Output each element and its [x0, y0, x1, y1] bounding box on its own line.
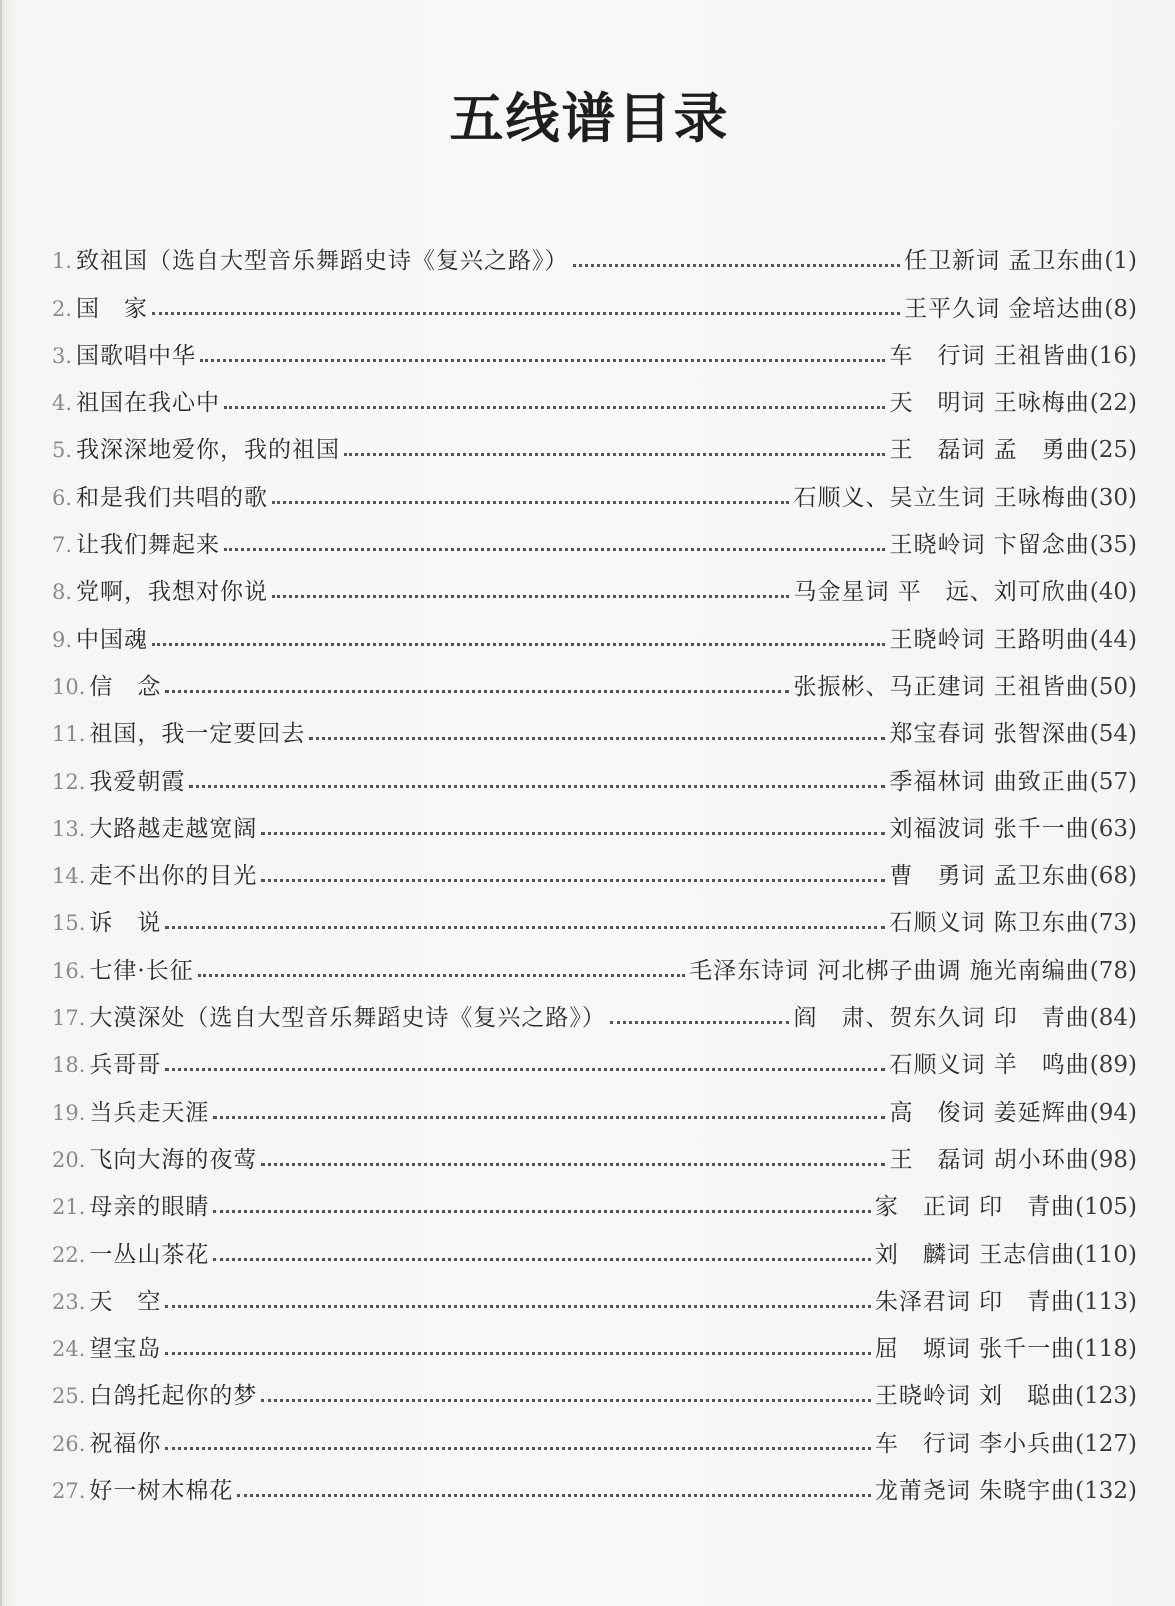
toc-entry — [52, 1127, 1137, 1174]
song-title: 大漠深处（选自大型音乐舞蹈史诗《复兴之路》） — [89, 1005, 606, 1032]
table-of-contents — [52, 228, 1137, 1505]
page-number: (16) — [1089, 342, 1137, 369]
toc-entry — [52, 370, 1137, 417]
song-title: 国 家 — [76, 295, 149, 322]
entry-number: 8. — [52, 580, 73, 605]
toc-entry — [52, 512, 1137, 559]
dot-leader — [344, 453, 885, 456]
song-credit: 石顺义词 陈卫东曲 — [889, 910, 1090, 937]
song-credit: 石顺义、吴立生词 王咏梅曲 — [793, 484, 1090, 511]
entry-number: 12. — [52, 769, 86, 794]
entry-number: 15. — [52, 911, 86, 936]
song-credit: 天 明词 王咏梅曲 — [889, 390, 1090, 417]
dot-leader — [165, 1305, 870, 1308]
entry-number: 14. — [52, 864, 86, 889]
entry-number: 26. — [52, 1431, 86, 1456]
page-number: (30) — [1089, 484, 1137, 511]
toc-entry — [52, 1363, 1137, 1410]
song-title: 飞向大海的夜莺 — [89, 1146, 258, 1173]
song-title: 一丛山茶花 — [89, 1241, 210, 1268]
dot-leader — [165, 1068, 885, 1071]
entry-number: 21. — [52, 1195, 86, 1220]
dot-leader — [189, 785, 885, 788]
song-title: 诉 说 — [89, 910, 162, 937]
entry-number: 25. — [52, 1384, 86, 1409]
toc-entry — [52, 464, 1137, 511]
toc-entry — [52, 228, 1137, 275]
song-title: 走不出你的目光 — [89, 863, 258, 890]
page-number: (113) — [1075, 1288, 1137, 1315]
entry-number: 22. — [52, 1242, 86, 1267]
song-credit: 王晓岭词 卞留念曲 — [889, 532, 1090, 559]
page-number: (50) — [1089, 673, 1137, 700]
song-title: 大路越走越宽阔 — [89, 815, 258, 842]
dot-leader — [610, 1021, 790, 1024]
toc-entry — [52, 1174, 1137, 1221]
dot-leader — [272, 501, 789, 504]
toc-entry — [52, 1316, 1137, 1363]
entry-number: 3. — [52, 343, 73, 368]
toc-entry — [52, 796, 1137, 843]
toc-entry — [52, 1410, 1137, 1457]
toc-entry — [52, 275, 1137, 322]
toc-entry — [52, 1269, 1137, 1316]
song-credit: 王 磊词 胡小环曲 — [889, 1146, 1090, 1173]
toc-entry — [52, 1032, 1137, 1079]
page-number: (8) — [1104, 295, 1137, 322]
song-credit: 刘福波词 张千一曲 — [889, 815, 1090, 842]
song-credit: 王晓岭词 王路明曲 — [889, 626, 1090, 653]
toc-entry — [52, 985, 1137, 1032]
song-credit: 王平久词 金培达曲 — [904, 295, 1105, 322]
entry-number: 18. — [52, 1053, 86, 1078]
song-title: 祖国在我心中 — [76, 390, 221, 417]
song-title: 我爱朝霞 — [89, 768, 186, 795]
entry-number: 16. — [52, 958, 86, 983]
dot-leader — [272, 595, 789, 598]
dot-leader — [261, 879, 885, 882]
entry-number: 10. — [52, 674, 86, 699]
toc-entry — [52, 701, 1137, 748]
entry-number: 20. — [52, 1147, 86, 1172]
page-number: (132) — [1075, 1478, 1137, 1505]
page-number: (68) — [1089, 863, 1137, 890]
song-credit: 车 行词 李小兵曲 — [874, 1430, 1076, 1457]
page-number: (89) — [1089, 1052, 1137, 1079]
song-credit: 曹 勇词 孟卫东曲 — [889, 863, 1090, 890]
dot-leader — [165, 1352, 870, 1355]
page-number: (123) — [1075, 1383, 1137, 1410]
dot-leader — [213, 1116, 885, 1119]
toc-entry — [52, 843, 1137, 890]
dot-leader — [165, 926, 885, 929]
toc-entry — [52, 1079, 1137, 1126]
song-title: 母亲的眼睛 — [89, 1194, 210, 1221]
song-credit: 张振彬、马正建词 王祖皆曲 — [793, 673, 1090, 700]
song-title: 党啊，我想对你说 — [76, 579, 269, 606]
page-number: (35) — [1089, 532, 1137, 559]
page-number: (127) — [1075, 1430, 1137, 1457]
page-number: (110) — [1075, 1241, 1137, 1268]
song-credit: 任卫新词 孟卫东曲 — [904, 248, 1105, 275]
page-number: (22) — [1089, 390, 1137, 417]
dot-leader — [237, 1494, 870, 1497]
entry-number: 9. — [52, 627, 73, 652]
page-number: (118) — [1075, 1336, 1137, 1363]
song-credit: 车 行词 王祖皆曲 — [889, 342, 1090, 369]
page-number: (1) — [1104, 248, 1137, 275]
dot-leader — [309, 737, 885, 740]
toc-entry — [52, 1221, 1137, 1268]
song-credit: 屈 塬词 张千一曲 — [874, 1336, 1076, 1363]
page-number: (73) — [1089, 910, 1137, 937]
song-title: 祖国，我一定要回去 — [89, 721, 306, 748]
dot-leader — [261, 832, 885, 835]
toc-entry — [52, 606, 1137, 653]
song-credit: 刘 麟词 王志信曲 — [874, 1241, 1076, 1268]
dot-leader — [573, 264, 901, 267]
dot-leader — [261, 1163, 885, 1166]
song-credit: 毛泽东诗词 河北梆子曲调 施光南编曲 — [689, 957, 1090, 984]
dot-leader — [198, 974, 685, 977]
toc-entry — [52, 890, 1137, 937]
dot-leader — [224, 406, 885, 409]
page-number: (78) — [1089, 957, 1137, 984]
song-title: 天 空 — [89, 1288, 162, 1315]
page-number: (44) — [1089, 626, 1137, 653]
song-credit: 阎 肃、贺东久词 印 青曲 — [793, 1005, 1090, 1032]
song-title: 望宝岛 — [89, 1336, 162, 1363]
song-credit: 王晓岭词 刘 聪曲 — [874, 1383, 1076, 1410]
entry-number: 11. — [52, 722, 86, 747]
song-title: 当兵走天涯 — [89, 1099, 210, 1126]
song-title: 祝福你 — [89, 1430, 162, 1457]
song-title: 国歌唱中华 — [76, 342, 197, 369]
entry-number: 19. — [52, 1100, 86, 1125]
entry-number: 2. — [52, 296, 73, 321]
song-credit: 季福林词 曲致正曲 — [889, 768, 1090, 795]
toc-entry — [52, 417, 1137, 464]
song-credit: 龙莆尧词 朱晓宇曲 — [874, 1478, 1076, 1505]
song-credit: 高 俊词 姜延辉曲 — [889, 1099, 1090, 1126]
toc-entry — [52, 937, 1137, 984]
song-credit: 石顺义词 羊 鸣曲 — [889, 1052, 1090, 1079]
toc-entry — [52, 1458, 1137, 1505]
page-number: (54) — [1089, 721, 1137, 748]
song-title: 我深深地爱你，我的祖国 — [76, 437, 341, 464]
dot-leader — [165, 690, 789, 693]
page-number: (57) — [1089, 768, 1137, 795]
page-number: (94) — [1089, 1099, 1137, 1126]
page-number: (84) — [1089, 1005, 1137, 1032]
dot-leader — [152, 312, 900, 315]
song-title: 白鸽托起你的梦 — [89, 1383, 258, 1410]
song-title: 让我们舞起来 — [76, 532, 221, 559]
song-title: 致祖国（选自大型音乐舞蹈史诗《复兴之路》） — [76, 248, 569, 275]
entry-number: 5. — [52, 438, 73, 463]
song-credit: 郑宝春词 张智深曲 — [889, 721, 1090, 748]
dot-leader — [213, 1210, 870, 1213]
entry-number: 6. — [52, 485, 73, 510]
toc-entry — [52, 323, 1137, 370]
song-title: 中国魂 — [76, 626, 149, 653]
dot-leader — [261, 1399, 870, 1402]
page-number: (40) — [1089, 579, 1137, 606]
page-number: (98) — [1089, 1146, 1137, 1173]
entry-number: 23. — [52, 1289, 86, 1314]
song-title: 七律·长征 — [89, 957, 194, 984]
dot-leader — [224, 548, 885, 551]
page-number: (105) — [1075, 1194, 1137, 1221]
toc-entry — [52, 654, 1137, 701]
entry-number: 27. — [52, 1479, 86, 1504]
entry-number: 17. — [52, 1006, 86, 1031]
entry-number: 1. — [52, 249, 73, 274]
song-credit: 朱泽君词 印 青曲 — [874, 1288, 1076, 1315]
dot-leader — [152, 643, 885, 646]
toc-entry — [52, 559, 1137, 606]
entry-number: 4. — [52, 391, 73, 416]
song-title: 兵哥哥 — [89, 1052, 162, 1079]
song-credit: 王 磊词 孟 勇曲 — [889, 437, 1090, 464]
song-title: 好一树木棉花 — [89, 1478, 234, 1505]
dot-leader — [213, 1258, 870, 1261]
toc-entry — [52, 748, 1137, 795]
page-number: (63) — [1089, 815, 1137, 842]
song-title: 信 念 — [89, 673, 162, 700]
song-credit: 马金星词 平 远、刘可欣曲 — [793, 579, 1090, 606]
page-number: (25) — [1089, 437, 1137, 464]
dot-leader — [165, 1447, 870, 1450]
entry-number: 13. — [52, 816, 86, 841]
entry-number: 7. — [52, 533, 73, 558]
page-title: 五线谱目录 — [449, 87, 730, 150]
entry-number: 24. — [52, 1337, 86, 1362]
dot-leader — [200, 359, 885, 362]
song-credit: 家 正词 印 青曲 — [874, 1194, 1076, 1221]
song-title: 和是我们共唱的歌 — [76, 484, 269, 511]
